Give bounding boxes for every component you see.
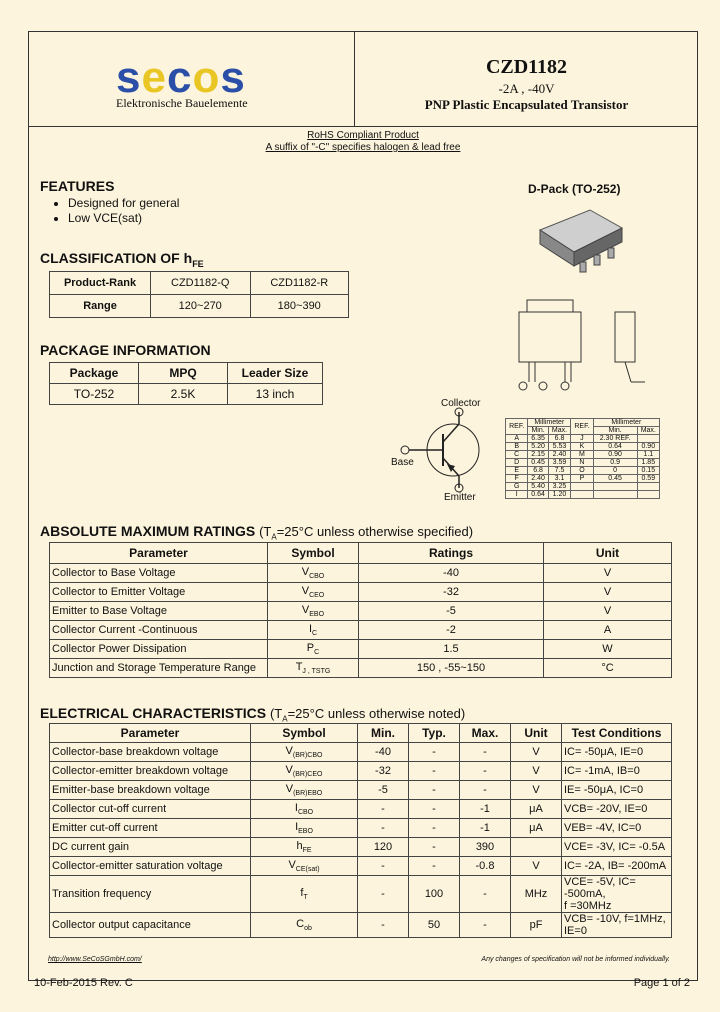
max-cell: -1 — [460, 800, 511, 819]
rating-cell: -40 — [359, 564, 544, 583]
package-info-table: Package MPQ Leader Size TO-252 2.5K 13 inch — [49, 362, 323, 405]
typ-cell: - — [409, 800, 460, 819]
dimension-row — [506, 443, 660, 451]
dimension-cell: I — [506, 491, 528, 499]
dimension-cell: 5.53 — [548, 443, 571, 451]
unit-cell — [511, 838, 562, 857]
typ-cell: - — [409, 781, 460, 800]
unit-cell: V — [544, 564, 672, 583]
dimension-cell: 2.15 — [528, 451, 548, 459]
part-description: PNP Plastic Encapsulated Transistor — [424, 97, 629, 112]
dimension-cell: 3.59 — [548, 459, 571, 467]
dimension-row — [506, 459, 660, 467]
table-row — [50, 876, 672, 913]
test-condition-cell: VCB= -20V, IE=0 — [562, 800, 672, 819]
feature-item: • Low VCE(sat) — [68, 211, 179, 226]
table-row — [50, 743, 672, 762]
dimension-cell: O — [571, 467, 593, 475]
symbol-cell: $V_{CBO}$ — [268, 564, 359, 583]
unit-cell: °C — [544, 659, 672, 678]
table-row — [50, 621, 672, 640]
dimension-cell: 0.90 — [637, 443, 659, 451]
header-title-box — [355, 31, 698, 127]
min-cell: - — [358, 857, 409, 876]
param-cell: Emitter to Base Voltage — [50, 602, 268, 621]
dimension-cell — [571, 483, 593, 491]
dimension-row — [506, 435, 660, 443]
param-cell: Collector Current -Continuous — [50, 621, 268, 640]
table-row — [50, 913, 672, 938]
rohs-notice: RoHS Compliant Product A suffix of "-C" specifies halogen & lead free — [265, 130, 461, 153]
unit-cell: W — [544, 640, 672, 659]
symbol-cell: $P_C$ — [268, 640, 359, 659]
symbol-cell: $h_{FE}$ — [251, 838, 358, 857]
typ-cell: - — [409, 762, 460, 781]
unit-cell: A — [544, 621, 672, 640]
dimension-cell: 0.15 — [637, 467, 659, 475]
unit-cell: MHz — [511, 876, 562, 913]
elec-table: Parameter Symbol Min. Typ. Max. Unit Test Conditions Collector-base breakdown voltage $V_{(BR)CBO}$ -40 - - V IC= -50μA, IE=0 Collector-emitter breakdown voltage $V_{(BR)CEO}$ -32 - - V IC= -1mA, IB=0 Emitter-base breakdown voltage $V_{(BR)EBO}$ -5 - - V IE= -50μA, IC=0 Collector cut-off current $I_{CBO}$ - - -1 μA VCB= -20V, IE=0 Emitter cut-off current $I_{EBO}$ - - -1 μA VEB= -4V, IC=0 DC current gain $h_{FE}$ 120 - 390 VCE= -3V, IC= -0.5A Collector-emitter saturation voltage $V_{CE(sat)}$ - - -0.8 V IC= -2A, IB= -200mA Transition frequency $f_T$ - 100 - MHz VCE= -5V, IC= -500mA, f =30MHz Collector output capacitance $C_{ob}$ - 50 - pF VCB= -10V, f=1MHz, IE=0 — [49, 723, 672, 938]
table-row — [50, 838, 672, 857]
dimension-cell: 2.40 — [548, 451, 571, 459]
dimension-cell: J — [571, 435, 593, 443]
part-number: CZD1182 — [485, 56, 568, 78]
unit-cell: V — [511, 781, 562, 800]
unit-cell: V — [544, 602, 672, 621]
test-condition-cell: IC= -50μA, IE=0 — [562, 743, 672, 762]
dimension-cell: 0.45 — [593, 475, 637, 483]
unit-cell: V — [511, 743, 562, 762]
symbol-cell: $V_{EBO}$ — [268, 602, 359, 621]
dimension-row — [506, 483, 660, 491]
dimension-cell: A — [506, 435, 528, 443]
dimension-cell: P — [571, 475, 593, 483]
abs-max-title: ABSOLUTE MAXIMUM RATINGS ($T_A=25^\circ C$ unless otherwise specified) — [40, 523, 474, 542]
typ-cell: - — [409, 743, 460, 762]
page-number: Page 1 of 2 — [633, 977, 690, 989]
param-cell: Collector output capacitance — [50, 913, 251, 938]
typ-cell: 50 — [409, 913, 460, 938]
test-condition-cell: VCE= -3V, IC= -0.5A — [562, 838, 672, 857]
min-cell: - — [358, 876, 409, 913]
symbol-cell: $V_{(BR)EBO}$ — [251, 781, 358, 800]
table-row — [50, 819, 672, 838]
min-cell: 120 — [358, 838, 409, 857]
param-cell: Collector-emitter saturation voltage — [50, 857, 251, 876]
dimension-cell: F — [506, 475, 528, 483]
min-cell: - — [358, 800, 409, 819]
unit-cell: V — [544, 583, 672, 602]
dimension-table: REF. Millimeter REF. Millimeter Min. Max. Min. Max. A 6.35 6.8 J 2.30 REF. B 5.20 5.53 K 0.64 0.90 C 2.15 2.40 M 0.90 1.1 D 0.45 3.59 N 0.9 1.85 E 6.8 7.5 O 0 0.15 F 2.40 3.1 P 0.45 0.59 G 5.40 3.25 I 0.64 1.20 — [505, 418, 660, 499]
dimension-cell: 2.30 REF. — [593, 435, 637, 443]
dimension-row — [506, 475, 660, 483]
test-condition-cell: VEB= -4V, IC=0 — [562, 819, 672, 838]
max-cell: - — [460, 913, 511, 938]
dimension-cell: 0.9 — [593, 459, 637, 467]
table-row — [50, 857, 672, 876]
revision-date: 10-Feb-2015 Rev. C — [34, 977, 133, 989]
min-cell: - — [358, 913, 409, 938]
param-cell: DC current gain — [50, 838, 251, 857]
base-label: Base — [391, 457, 414, 468]
symbol-cell: $V_{(BR)CEO}$ — [251, 762, 358, 781]
unit-cell: μA — [511, 819, 562, 838]
unit-cell: pF — [511, 913, 562, 938]
dpack-photo — [530, 200, 630, 280]
max-cell: 390 — [460, 838, 511, 857]
symbol-cell: $f_T$ — [251, 876, 358, 913]
footer-notice: Any changes of specification will not be informed individually. — [481, 956, 670, 963]
param-cell: Emitter-base breakdown voltage — [50, 781, 251, 800]
symbol-cell: $C_{ob}$ — [251, 913, 358, 938]
dimension-cell: 3.1 — [548, 475, 571, 483]
dimension-row — [506, 491, 660, 499]
abs-max-table: Parameter Symbol Ratings Unit Collector to Base Voltage $V_{CBO}$ -40 V Collector to Emitter Voltage $V_{CEO}$ -32 V Emitter to Base Voltage $V_{EBO}$ -5 V Collector Current -Continuous $I_C$ -2 A Collector Power Dissipation $P_C$ 1.5 W Junction and Storage Temperature Range $T_{J , TSTG}$ 150 , -55~150 °C — [49, 542, 672, 678]
elec-title: ELECTRICAL CHARACTERISTICS ($T_A=25^\circ C$ unless otherwise noted) — [40, 705, 466, 724]
dimension-cell: D — [506, 459, 528, 467]
symbol-cell: $V_{(BR)CBO}$ — [251, 743, 358, 762]
param-cell: Collector-emitter breakdown voltage — [50, 762, 251, 781]
rating-cell: 1.5 — [359, 640, 544, 659]
param-cell: Collector-base breakdown voltage — [50, 743, 251, 762]
dimension-cell: 5.20 — [528, 443, 548, 451]
typ-cell: - — [409, 857, 460, 876]
dimension-cell: 3.25 — [548, 483, 571, 491]
table-row — [50, 602, 672, 621]
dimension-cell: G — [506, 483, 528, 491]
unit-cell: μA — [511, 800, 562, 819]
dimension-cell: K — [571, 443, 593, 451]
part-rating: -2A , -40V — [498, 81, 555, 96]
dimension-cell — [571, 491, 593, 499]
secos-logo: secos — [116, 53, 246, 102]
dimension-cell: 6.35 — [528, 435, 548, 443]
param-cell: Emitter cut-off current — [50, 819, 251, 838]
classification-title: CLASSIFICATION OF $h_{FE}$ — [40, 250, 204, 269]
test-condition-cell: IE= -50μA, IC=0 — [562, 781, 672, 800]
dimension-cell: 1.85 — [637, 459, 659, 467]
footer-url[interactable]: http://www.SeCoSGmbH.com/ — [48, 956, 142, 963]
test-condition-cell: IC= -2A, IB= -200mA — [562, 857, 672, 876]
test-condition-cell: VCE= -5V, IC= -500mA, f =30MHz — [562, 876, 672, 913]
param-cell: Collector cut-off current — [50, 800, 251, 819]
table-row — [50, 762, 672, 781]
dimension-cell — [593, 491, 637, 499]
features-title: FEATURES — [40, 178, 115, 194]
symbol-cell: $I_{EBO}$ — [251, 819, 358, 838]
company-name: Elektronische Bauelemente — [116, 96, 248, 110]
symbol-cell: $I_{CBO}$ — [251, 800, 358, 819]
test-condition-cell: VCB= -10V, f=1MHz, IE=0 — [562, 913, 672, 938]
param-cell: Junction and Storage Temperature Range — [50, 659, 268, 678]
dimension-cell: 0 — [593, 467, 637, 475]
dpack-title: D-Pack (TO-252) — [528, 182, 621, 196]
dimension-cell: 6.8 — [528, 467, 548, 475]
collector-label: Collector — [441, 398, 481, 409]
transistor-symbol — [395, 400, 485, 500]
max-cell: - — [460, 743, 511, 762]
symbol-cell: $V_{CE(sat)}$ — [251, 857, 358, 876]
dimension-cell: 0.64 — [593, 443, 637, 451]
typ-cell: - — [409, 819, 460, 838]
dpack-outline-drawing — [505, 290, 655, 402]
rating-cell: -2 — [359, 621, 544, 640]
min-cell: - — [358, 819, 409, 838]
symbol-cell: $V_{CEO}$ — [268, 583, 359, 602]
dimension-cell: 0.64 — [528, 491, 548, 499]
param-cell: Transition frequency — [50, 876, 251, 913]
feature-item: • Designed for general — [68, 196, 179, 211]
unit-cell: V — [511, 857, 562, 876]
dimension-cell: 0.45 — [528, 459, 548, 467]
table-row — [50, 564, 672, 583]
package-info-title: PACKAGE INFORMATION — [40, 342, 211, 358]
param-cell: Collector to Base Voltage — [50, 564, 268, 583]
min-cell: -32 — [358, 762, 409, 781]
typ-cell: 100 — [409, 876, 460, 913]
dimension-cell — [637, 435, 659, 443]
unit-cell: V — [511, 762, 562, 781]
dimension-cell: 0.90 — [593, 451, 637, 459]
symbol-cell: $I_C$ — [268, 621, 359, 640]
dimension-cell: B — [506, 443, 528, 451]
dimension-row — [506, 451, 660, 459]
features-list — [48, 196, 179, 226]
param-cell: Collector Power Dissipation — [50, 640, 268, 659]
dimension-cell: 5.40 — [528, 483, 548, 491]
max-cell: -1 — [460, 819, 511, 838]
dimension-cell: 1.20 — [548, 491, 571, 499]
table-row — [50, 640, 672, 659]
min-cell: -5 — [358, 781, 409, 800]
dimension-cell — [637, 491, 659, 499]
max-cell: - — [460, 762, 511, 781]
table-row — [50, 781, 672, 800]
dimension-cell: N — [571, 459, 593, 467]
dimension-cell — [593, 483, 637, 491]
rating-cell: 150 , -55~150 — [359, 659, 544, 678]
rating-cell: -5 — [359, 602, 544, 621]
dimension-row — [506, 467, 660, 475]
typ-cell: - — [409, 838, 460, 857]
dimension-cell: 1.1 — [637, 451, 659, 459]
param-cell: Collector to Emitter Voltage — [50, 583, 268, 602]
max-cell: -0.8 — [460, 857, 511, 876]
classification-table: Product-Rank CZD1182-Q CZD1182-R Range 120~270 180~390 — [49, 271, 349, 318]
table-row — [50, 583, 672, 602]
max-cell: - — [460, 876, 511, 913]
test-condition-cell: IC= -1mA, IB=0 — [562, 762, 672, 781]
dimension-cell: C — [506, 451, 528, 459]
symbol-cell: $T_{J , TSTG}$ — [268, 659, 359, 678]
table-row — [50, 800, 672, 819]
dimension-cell: 7.5 — [548, 467, 571, 475]
table-row — [50, 659, 672, 678]
dimension-cell: M — [571, 451, 593, 459]
dimension-cell — [637, 483, 659, 491]
dimension-cell: 6.8 — [548, 435, 571, 443]
dimension-cell: E — [506, 467, 528, 475]
dimension-cell: 0.59 — [637, 475, 659, 483]
dimension-cell: 2.40 — [528, 475, 548, 483]
max-cell: - — [460, 781, 511, 800]
emitter-label: Emitter — [444, 492, 476, 503]
rating-cell: -32 — [359, 583, 544, 602]
min-cell: -40 — [358, 743, 409, 762]
